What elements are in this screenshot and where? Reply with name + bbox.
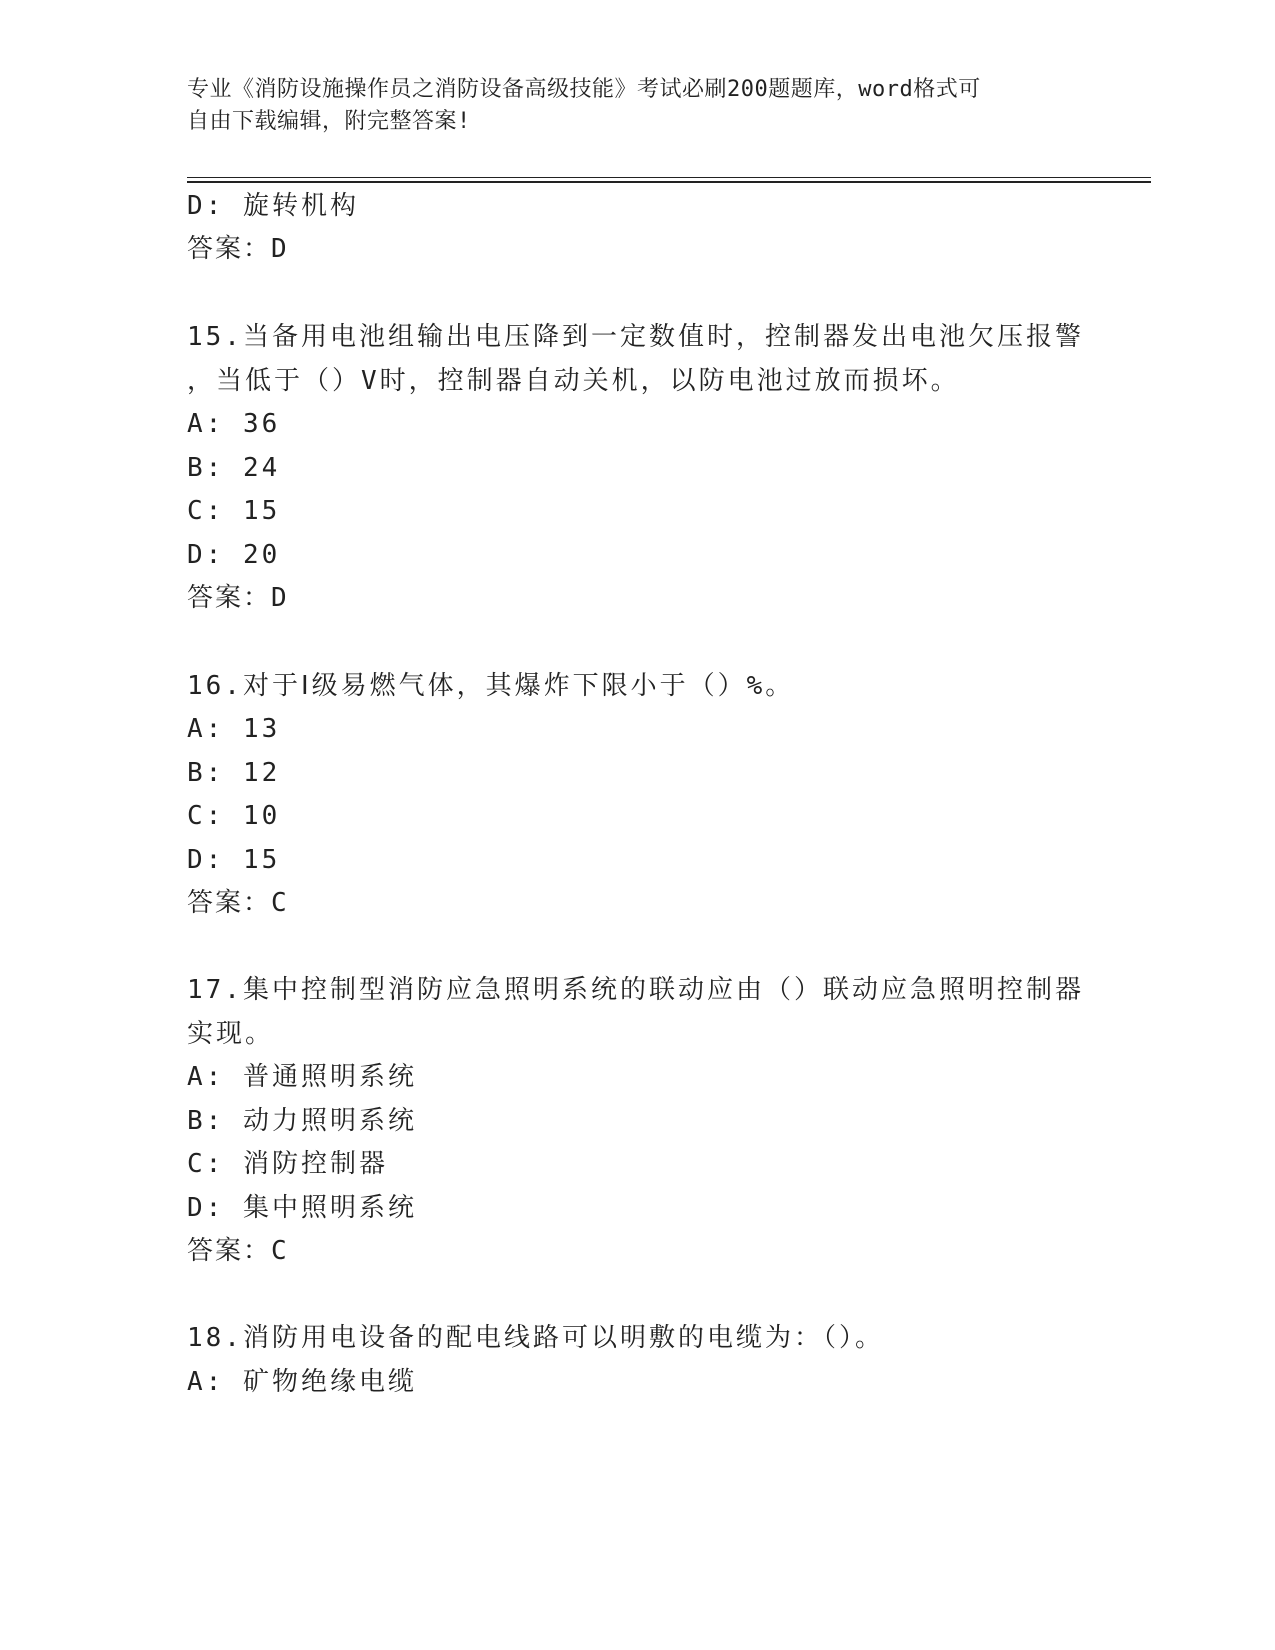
answer-value: C <box>271 1236 289 1266</box>
q15-option-a: A: 36 <box>187 409 281 439</box>
q17-option-c: C: 消防控制器 <box>187 1149 388 1179</box>
q18-stem-line-1: 18.消防用电设备的配电线路可以明敷的电缆为：（）。 <box>187 1323 884 1353</box>
document-header <box>187 74 1087 138</box>
answer-value: D <box>271 583 289 613</box>
q16-option-d: D: 15 <box>187 845 281 875</box>
q17-stem-line-2: 实现。 <box>187 1019 275 1049</box>
q15-answer <box>187 581 289 615</box>
q17-stem-line-1: 17.集中控制型消防应急照明系统的联动应由（）联动应急照明控制器 <box>187 975 1084 1005</box>
header-divider-thick <box>187 181 1151 183</box>
q16-option-b: B: 12 <box>187 758 281 788</box>
prev-answer <box>187 232 289 266</box>
header-divider-thin <box>187 177 1151 178</box>
q15-option-c: C: 15 <box>187 496 281 526</box>
answer-value: D <box>271 234 289 264</box>
q17-option-a: A: 普通照明系统 <box>187 1062 417 1092</box>
header-line-1: 专业《消防设施操作员之消防设备高级技能》考试必刷200题题库，word格式可 <box>187 77 981 102</box>
q17-option-d: D: 集中照明系统 <box>187 1193 417 1223</box>
q16-option-a: A: 13 <box>187 714 281 744</box>
answer-label: 答案： <box>187 888 272 918</box>
answer-label: 答案： <box>187 583 272 613</box>
answer-value: C <box>271 888 289 918</box>
q17-option-b: B: 动力照明系统 <box>187 1106 417 1136</box>
q16-stem-line-1: 16.对于Ⅰ级易燃气体，其爆炸下限小于（）%。 <box>187 671 795 701</box>
answer-label: 答案： <box>187 234 272 264</box>
q15-stem-line-1: 15.当备用电池组输出电压降到一定数值时，控制器发出电池欠压报警 <box>187 322 1084 352</box>
prev-option-d: D: 旋转机构 <box>187 191 359 221</box>
q15-stem-line-2: ，当低于（）V时，控制器自动关机，以防电池过放而损坏。 <box>187 366 960 396</box>
q18-option-a: A: 矿物绝缘电缆 <box>187 1367 417 1397</box>
q16-answer <box>187 886 289 920</box>
header-line-2: 自由下载编辑，附完整答案! <box>187 109 471 134</box>
q16-option-c: C: 10 <box>187 801 281 831</box>
q17-answer <box>187 1234 289 1268</box>
q15-option-b: B: 24 <box>187 453 281 483</box>
answer-label: 答案： <box>187 1236 272 1266</box>
q15-option-d: D: 20 <box>187 540 281 570</box>
